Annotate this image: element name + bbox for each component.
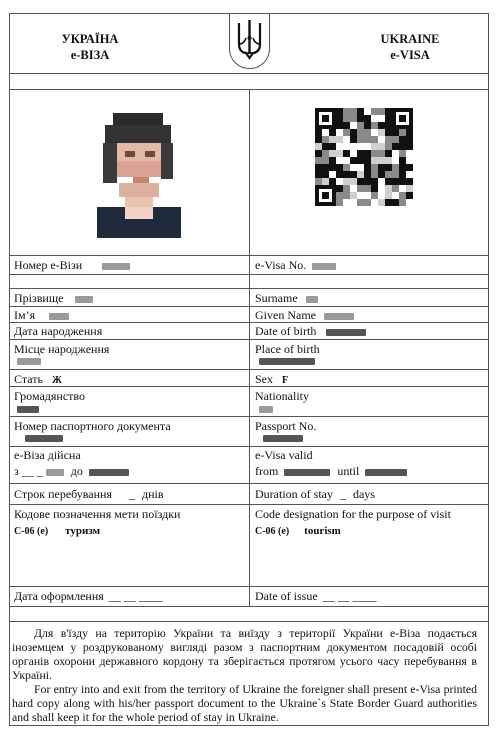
stay-uk-blank: _	[129, 487, 135, 501]
holder-photo	[85, 103, 188, 238]
passport-uk-field	[14, 419, 171, 434]
stay-en-label: Duration of stay	[255, 487, 333, 501]
stay-en-unit: days	[352, 487, 375, 501]
redacted-value	[259, 358, 315, 365]
redacted-value	[25, 435, 63, 442]
visa-number-en-label: e-Visa No.	[255, 258, 307, 272]
validity-uk-range	[14, 464, 129, 479]
stay-en-field	[255, 487, 375, 502]
date-blank: __ _	[21, 464, 43, 478]
sex-en-label: Sex	[255, 372, 273, 386]
purpose-uk-label: Кодове позначення мети поїздки	[14, 507, 181, 521]
stay-uk-field	[14, 487, 164, 502]
column-divider	[249, 89, 250, 606]
redacted-value	[17, 358, 41, 365]
dob-uk-field	[14, 324, 102, 339]
purpose-uk-field	[14, 507, 180, 538]
stay-uk-unit: днів	[142, 487, 164, 501]
header-left-country: УКРАЇНА	[61, 32, 119, 46]
issue-uk-blank: __ __ ____	[108, 589, 163, 603]
pixelated-portrait-image	[85, 103, 188, 238]
nationality-en-label: Nationality	[255, 389, 309, 403]
sex-uk-value: Ж	[51, 375, 62, 386]
visa-number-en-field	[255, 258, 336, 273]
validity-uk-to-label: до	[70, 464, 83, 478]
purpose-en-label: Code designation for the purpose of visit	[255, 507, 451, 521]
given-name-uk-label: Ім’я	[14, 308, 36, 322]
redacted-value	[102, 263, 130, 270]
redacted-value	[284, 469, 330, 476]
nationality-en-field	[255, 389, 309, 404]
redacted-value	[263, 435, 303, 442]
divider	[9, 621, 489, 622]
given-name-en-label: Given Name	[255, 308, 316, 322]
validity-en-label: e-Visa valid	[255, 448, 313, 462]
visa-number-uk-label: Номер e-Візи	[14, 258, 83, 272]
trident-icon	[230, 14, 269, 66]
visa-qr-code	[312, 103, 417, 218]
redacted-value	[365, 469, 407, 476]
validity-uk-from-label: з	[14, 464, 19, 478]
divider	[9, 73, 489, 74]
passport-en-field	[255, 419, 316, 434]
issue-en-field	[255, 589, 377, 604]
coat-of-arms-emblem	[229, 14, 270, 69]
pob-uk-label: Місце народження	[14, 342, 110, 356]
stay-en-blank: _	[339, 487, 346, 501]
purpose-en-code: C-06 (e)	[255, 526, 290, 537]
purpose-en-field	[255, 507, 451, 538]
issue-en-label: Date of issue	[255, 589, 318, 603]
issue-uk-label: Дата оформлення	[14, 589, 104, 603]
divider	[9, 606, 489, 607]
dob-uk-label: Дата народження	[14, 324, 103, 338]
purpose-uk-value: туризм	[65, 525, 101, 537]
nationality-uk-label: Громадянство	[14, 389, 85, 403]
validity-uk-label: e-Віза дійсна	[14, 448, 81, 462]
surname-en-label: Surname	[255, 291, 298, 305]
given-name-en-field	[255, 308, 354, 323]
purpose-uk-value-row	[14, 523, 180, 538]
redacted-value	[259, 406, 273, 413]
header-left	[40, 31, 140, 63]
issue-en-blank: __ __ ____	[322, 589, 377, 603]
validity-en-from-label: from	[255, 464, 279, 478]
stay-uk-label: Строк перебування	[14, 487, 112, 501]
purpose-uk-code: C-06 (e)	[14, 526, 49, 537]
redacted-value	[324, 313, 354, 320]
header-right-title: e-VISA	[390, 48, 430, 62]
entry-instructions-uk: Для в'їзду на територію України та виїзду з території України e-Віза подається іноземцем у роздрукованому вигляді разом з паспортним документом посадовій особі органів охорони державного кордону та зберігається протягом усього часу перебування в Україні.	[12, 626, 477, 682]
purpose-en-value: tourism	[304, 525, 341, 537]
pob-uk-field	[14, 342, 109, 357]
validity-en-field	[255, 448, 407, 479]
redacted-value	[312, 263, 336, 270]
header-left-title: e-ВІЗА	[70, 48, 110, 62]
pob-en-field	[255, 342, 320, 357]
purpose-en-value-row	[255, 523, 451, 538]
redacted-value	[49, 313, 69, 320]
issue-uk-field	[14, 589, 163, 604]
sex-en-value: F	[282, 375, 289, 386]
header-right	[360, 31, 460, 63]
nationality-uk-field	[14, 389, 85, 404]
given-name-uk-field	[14, 308, 69, 323]
redacted-value	[75, 296, 93, 303]
validity-en-range	[255, 464, 407, 479]
redacted-value	[306, 296, 318, 303]
surname-uk-field	[14, 291, 93, 306]
dob-en-label: Date of birth	[255, 324, 317, 338]
visa-number-uk-field	[14, 258, 130, 273]
redacted-value	[46, 469, 64, 476]
sex-uk-label: Стать	[14, 372, 43, 386]
surname-en-field	[255, 291, 318, 306]
passport-en-label: Passport No.	[255, 419, 317, 433]
validity-uk-field	[14, 448, 129, 479]
pob-en-label: Place of birth	[255, 342, 320, 356]
dob-en-field	[255, 324, 366, 339]
entry-instructions	[12, 626, 477, 724]
passport-uk-label: Номер паспортного документа	[14, 419, 171, 433]
sex-uk-field	[14, 372, 62, 387]
entry-instructions-en: For entry into and exit from the territory of Ukraine the foreigner shall present e-Visa printed hard copy along with his/her passport document to the Ukraine`s State Border Guard authorities and shall keep it for the whole period of stay in Ukraine.	[12, 682, 477, 724]
qr-code-image	[312, 103, 417, 218]
surname-uk-label: Прізвище	[14, 291, 64, 305]
header-right-country: UKRAINE	[380, 32, 440, 46]
redacted-value	[17, 406, 39, 413]
validity-en-until-label: until	[337, 464, 360, 478]
redacted-value	[89, 469, 129, 476]
sex-en-field	[255, 372, 288, 387]
redacted-value	[326, 329, 366, 336]
